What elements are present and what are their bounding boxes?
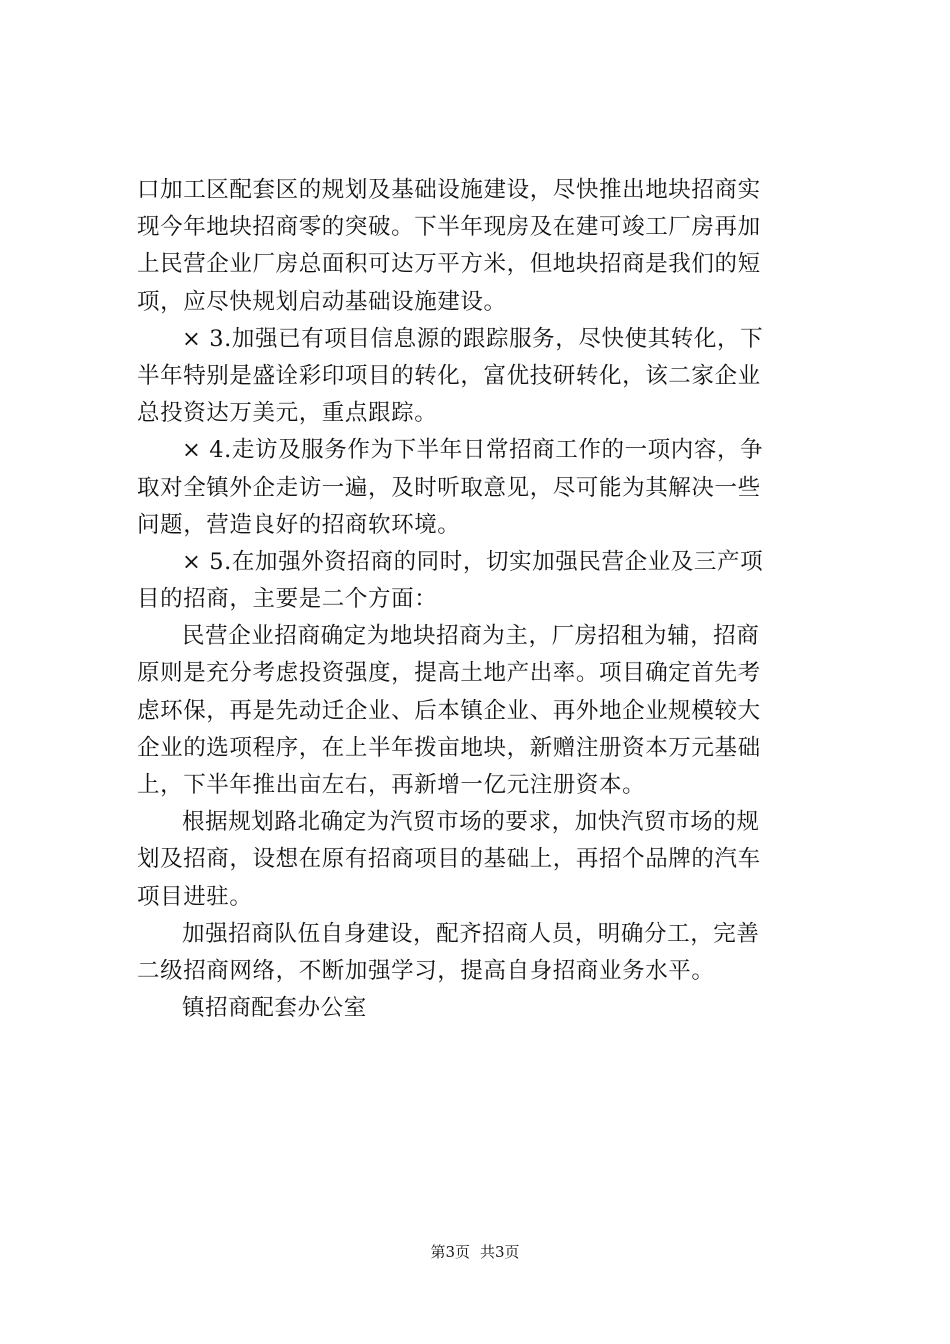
text-line: 二级招商网络，不断加强学习，提高自身招商业务水平。 bbox=[137, 957, 715, 984]
text-line: × 3.加强已有项目信息源的跟踪服务，尽快使其转化，下 bbox=[182, 325, 764, 352]
page-number: 第3页 bbox=[430, 1243, 470, 1261]
text-line: 镇招商配套办公室 bbox=[182, 995, 367, 1022]
text-line: 取对全镇外企走访一遍，及时听取意见，尽可能为其解决一些 bbox=[137, 474, 761, 501]
page-total: 共3页 bbox=[480, 1243, 520, 1261]
text-line: 项，应尽快规划启动基础设施建设。 bbox=[137, 288, 507, 315]
text-line: 目的招商，主要是二个方面： bbox=[137, 586, 438, 613]
text-line: 虑环保，再是先动迁企业、后本镇企业、再外地企业规模较大 bbox=[137, 697, 761, 724]
text-line: 总投资达万美元，重点跟踪。 bbox=[137, 400, 438, 427]
text-line: 上，下半年推出亩左右，再新增一亿元注册资本。 bbox=[137, 772, 646, 798]
text-line: 企业的选项程序，在上半年拨亩地块，新赠注册资本万元基础 bbox=[137, 734, 761, 761]
text-line: × 5.在加强外资招商的同时，切实加强民营企业及三产项 bbox=[182, 548, 764, 575]
document-body bbox=[137, 172, 827, 1027]
text-line: 划及招商，设想在原有招商项目的基础上，再招个品牌的汽车 bbox=[137, 846, 761, 873]
text-line: 口加工区配套区的规划及基础设施建设，尽快推出地块招商实 bbox=[137, 177, 761, 203]
text-line: 半年特别是盛诠彩印项目的转化，富优技研转化，该二家企业 bbox=[137, 362, 761, 389]
page-footer bbox=[0, 1242, 950, 1262]
text-line: 根据规划路北确定为汽贸市场的要求，加快汽贸市场的规 bbox=[182, 809, 760, 836]
text-line: 民营企业招商确定为地块招商为主，厂房招租为辅，招商 bbox=[182, 623, 760, 650]
text-line: 项目进驻。 bbox=[137, 883, 253, 910]
text-line: × 4.走访及服务作为下半年日常招商工作的一项内容，争 bbox=[182, 437, 764, 464]
text-line: 原则是充分考虑投资强度，提高土地产出率。项目确定首先考 bbox=[137, 660, 761, 687]
text-line: 现今年地块招商零的突破。下半年现房及在建可竣工厂房再加 bbox=[137, 214, 761, 241]
text-line: 上民营企业厂房总面积可达万平方米，但地块招商是我们的短 bbox=[137, 251, 761, 278]
text-line: 加强招商队伍自身建设，配齐招商人员，明确分工，完善 bbox=[182, 920, 760, 947]
text-line: 问题，营造良好的招商软环境。 bbox=[137, 511, 461, 538]
